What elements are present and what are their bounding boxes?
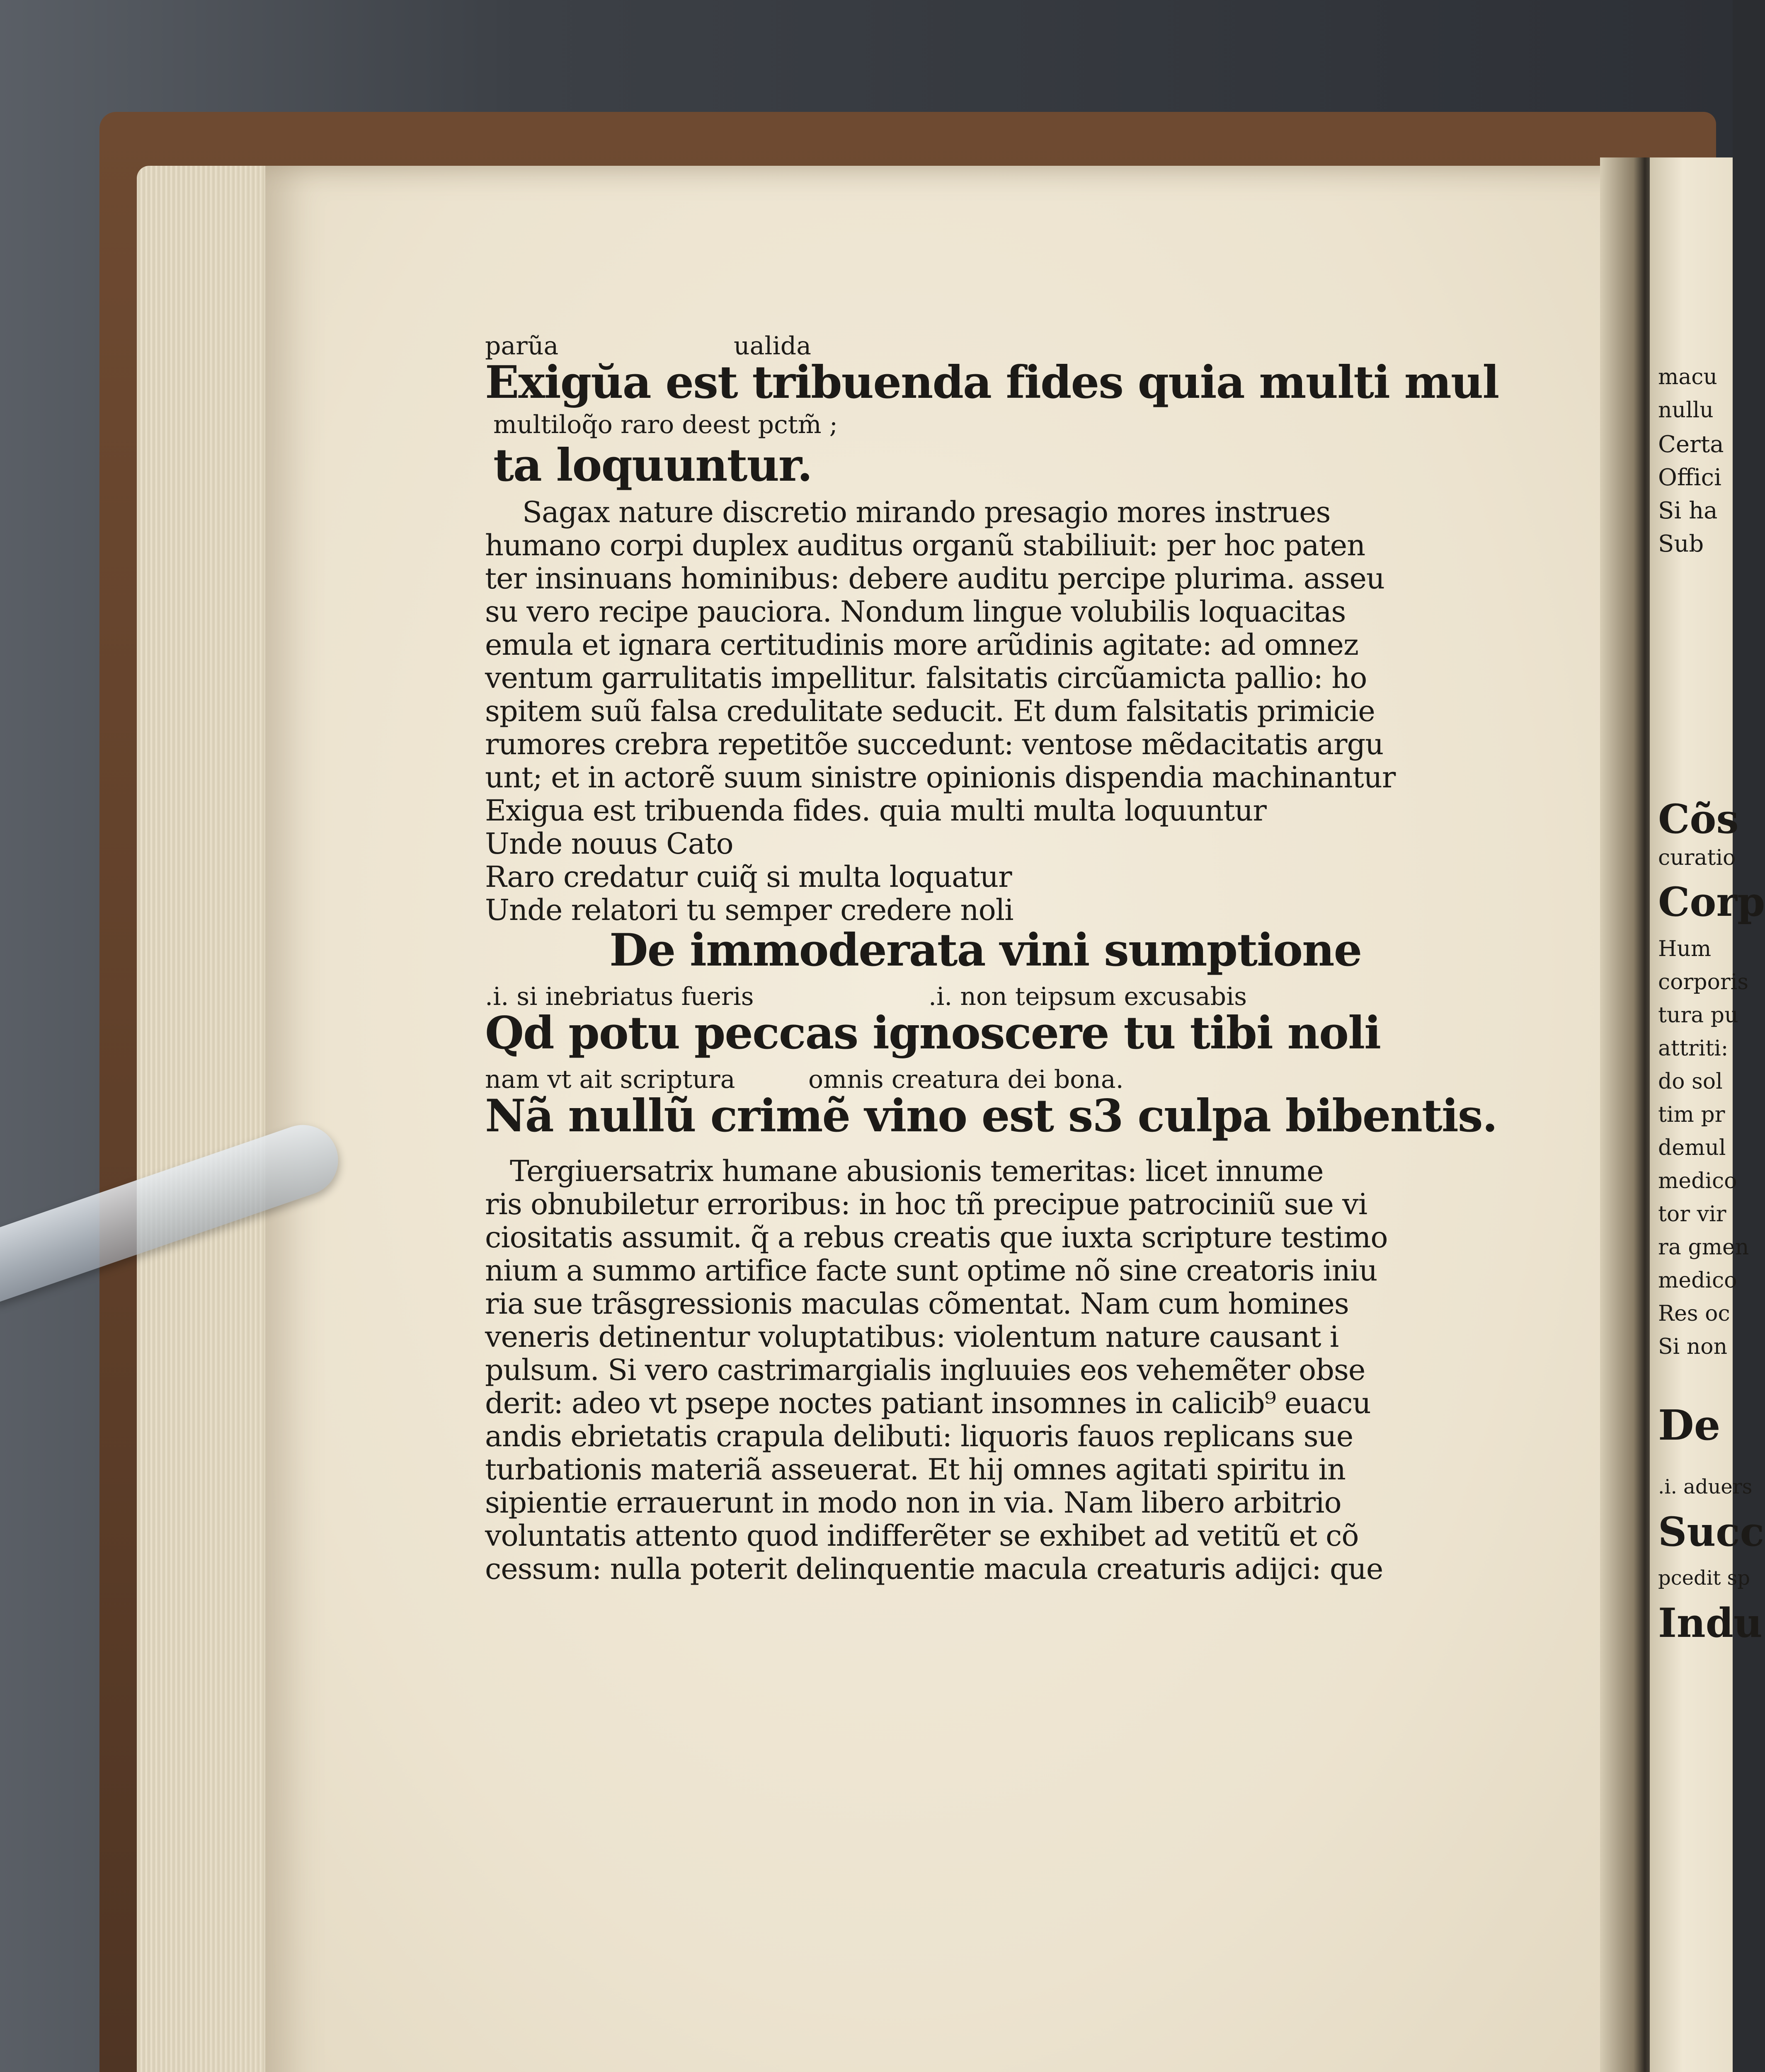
- facing-line: Si non: [1658, 1334, 1728, 1359]
- facing-line: demul: [1658, 1135, 1726, 1160]
- commentary-line: cessum: nulla poterit delinquentie macula creaturis adijci: que: [485, 1552, 1383, 1586]
- commentary-line: Unde nouus Cato: [485, 827, 733, 861]
- verse-heading: ta loquuntur.: [493, 439, 812, 491]
- facing-line: do sol: [1658, 1069, 1723, 1094]
- facing-line: .i. aduers: [1658, 1475, 1753, 1498]
- section-heading: De immoderata vini sumptione: [609, 924, 1362, 976]
- interlinear-gloss: .i. non teipsum excusabis: [929, 982, 1247, 1011]
- commentary-line: andis ebrietatis crapula delibuti: liquoris fauos replicans sue: [485, 1419, 1353, 1453]
- verse-heading: Exigŭa est tribuenda fides quia multi mul: [485, 356, 1499, 409]
- commentary-line: Unde relatori tu semper credere noli: [485, 893, 1013, 927]
- facing-line: De: [1658, 1401, 1721, 1450]
- interlinear-gloss: ualida: [734, 332, 811, 361]
- commentary-line: su vero recipe pauciora. Nondum lingue volubilis loquacitas: [485, 595, 1346, 629]
- facing-line: curatio: [1658, 845, 1736, 870]
- commentary-line: voluntatis attento quod indifferẽter se exhibet ad vetitũ et cõ: [485, 1519, 1359, 1553]
- commentary-line: sipientie errauerunt in modo non in via. Nam libero arbitrio: [485, 1486, 1341, 1520]
- commentary-line: Exigua est tribuenda fides. quia multi multa loquuntur: [485, 794, 1266, 828]
- commentary-line: derit: adeo vt psepe noctes patiant insomnes in calicib⁹ euacu: [485, 1386, 1371, 1420]
- interlinear-gloss: multiloq̃o raro deest pctm̃ ;: [493, 410, 838, 439]
- verse-heading: Nã nullũ crimẽ vino est s3 culpa bibentis.: [485, 1090, 1497, 1142]
- commentary-line: Raro credatur cuiq̃ si multa loquatur: [485, 860, 1012, 894]
- facing-line: Hum: [1658, 937, 1712, 961]
- commentary-line: ciositatis assumit. q̃ a rebus creatis que iuxta scripture testimo: [485, 1220, 1388, 1254]
- interlinear-gloss: omnis creatura dei bona.: [808, 1065, 1124, 1094]
- facing-line: medico: [1658, 1169, 1737, 1193]
- facing-line: Indu: [1658, 1600, 1763, 1646]
- commentary-line: turbationis materiã asseuerat. Et hij omnes agitati spiritu in: [485, 1452, 1346, 1486]
- facing-line: attriti:: [1658, 1036, 1729, 1061]
- commentary-line: ris obnubiletur erroribus: in hoc tñ precipue patrociniũ sue vi: [485, 1187, 1367, 1221]
- commentary-line: rumores crebra repetitõe succedunt: ventose mẽdacitatis argu: [485, 727, 1384, 761]
- commentary-line: ventum garrulitatis impellitur. falsitatis circũamicta pallio: ho: [485, 661, 1367, 695]
- facing-line: Si ha: [1658, 497, 1718, 524]
- commentary-line: Sagax nature discretio mirando presagio mores instrues: [522, 495, 1331, 529]
- interlinear-gloss: nam vt ait scriptura: [485, 1065, 735, 1094]
- commentary-line: ter insinuans hominibus: debere auditu percipe plurima. asseu: [485, 562, 1385, 595]
- facing-line: Corp: [1658, 879, 1765, 925]
- commentary-line: spitem suũ falsa credulitate seducit. Et dum falsitatis primicie: [485, 694, 1375, 728]
- facing-line: corporis: [1658, 970, 1749, 995]
- facing-line: macu: [1658, 365, 1717, 390]
- facing-line: ra gmen: [1658, 1235, 1749, 1260]
- facing-line: pcedit sp: [1658, 1566, 1750, 1590]
- commentary-line: ria sue trãsgressionis maculas cõmentat. Nam cum homines: [485, 1287, 1349, 1321]
- facing-line: medico: [1658, 1268, 1737, 1293]
- facing-line: Offici: [1658, 464, 1721, 491]
- facing-line: Cõs: [1658, 796, 1739, 842]
- commentary-line: unt; et in actorẽ suum sinistre opinionis dispendia machinantur: [485, 760, 1396, 794]
- commentary-line: veneris detinentur voluptatibus: violentum nature causant i: [485, 1320, 1339, 1354]
- facing-line: tim pr: [1658, 1102, 1725, 1127]
- facing-line: Res oc: [1658, 1301, 1730, 1326]
- verse-heading: Qd potu peccas ignoscere tu tibi noli: [485, 1007, 1381, 1059]
- facing-line: tor vir: [1658, 1202, 1726, 1227]
- interlinear-gloss: parũa: [485, 332, 559, 361]
- facing-line: Sub: [1658, 530, 1704, 557]
- commentary-line: nium a summo artifice facte sunt optime nõ sine creatoris iniu: [485, 1254, 1377, 1288]
- commentary-line: pulsum. Si vero castrimargialis ingluuies eos vehemẽter obse: [485, 1353, 1365, 1387]
- facing-line: tura pu: [1658, 1003, 1738, 1028]
- commentary-line: emula et ignara certitudinis more arũdinis agitate: ad omnez: [485, 628, 1358, 662]
- commentary-line: Tergiuersatrix humane abusionis temeritas: licet innume: [510, 1154, 1324, 1188]
- interlinear-gloss: .i. si inebriatus fueris: [485, 982, 754, 1011]
- facing-line: Certa: [1658, 431, 1724, 458]
- facing-line: Succ: [1658, 1508, 1765, 1555]
- commentary-line: humano corpi duplex auditus organũ stabiliuit: per hoc paten: [485, 528, 1365, 562]
- facing-line: nullu: [1658, 398, 1714, 423]
